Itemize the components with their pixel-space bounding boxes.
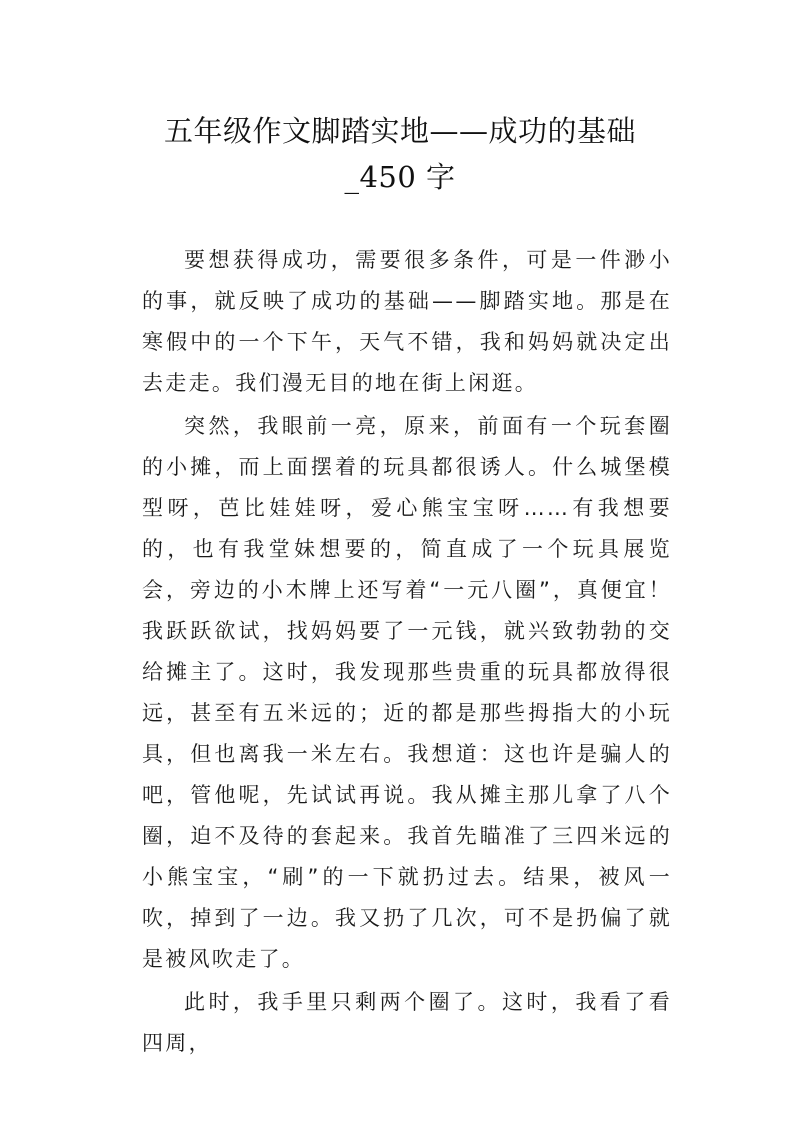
title-line-1: 五年级作文脚踏实地——成功的基础 <box>163 114 636 148</box>
document-title <box>110 108 690 200</box>
title-line-2: _450 字 <box>344 160 456 194</box>
paragraph: 要想获得成功，需要很多条件，可是一件渺小的事，就反映了成功的基础——脚踏实地。那是在寒假中的一个下午，天气不错，我和妈妈就决定出去走走。我们漫无目的地在街上闲逛。 <box>142 248 672 395</box>
paragraph: 突然，我眼前一亮，原来，前面有一个玩套圈的小摊，而上面摆着的玩具都很诱人。什么城堡模型呀，芭比娃娃呀，爱心熊宝宝呀……有我想要的，也有我堂妹想要的，简直成了一个玩具展览会，旁边的小木牌上还写着“一元八圈”，真便宜！我跃跃欲试，找妈妈要了一元钱，就兴致勃勃的交给摊主了。这时，我发现那些贵重的玩具都放得很远，甚至有五米远的；近的都是那些拇指大的小玩具，但也离我一米左右。我想道：这也许是骗人的吧，管他呢，先试试再说。我从摊主那儿拿了八个圈，迫不及待的套起来。我首先瞄准了三四米远的小熊宝宝，“刷”的一下就扔过去。结果，被风一吹，掉到了一边。我又扔了几次，可不是扔偏了就是被风吹走了。 <box>142 414 672 971</box>
paragraph: 此时，我手里只剩两个圈了。这时，我看了看四周， <box>142 990 672 1055</box>
document-body <box>142 240 672 1066</box>
